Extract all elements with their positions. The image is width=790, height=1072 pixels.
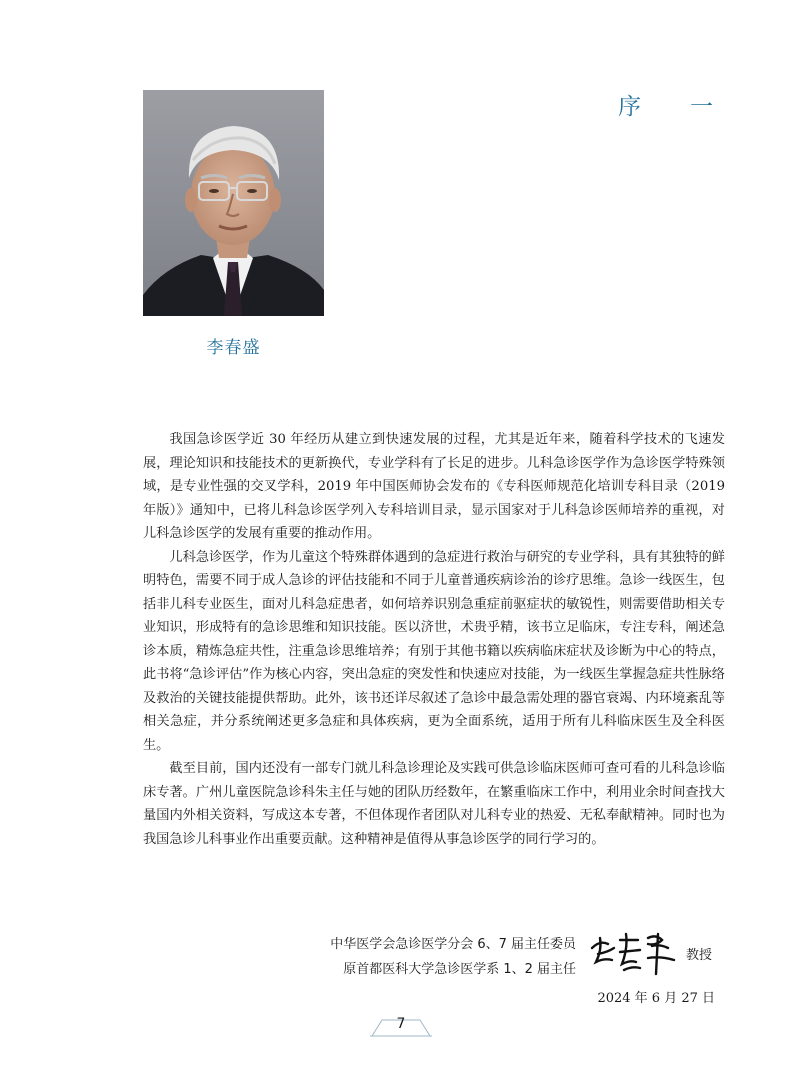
professor-title: 教授 <box>686 948 713 963</box>
page-number-badge <box>368 1012 434 1040</box>
date: 2024 年 6 月 27 日 <box>597 991 715 1006</box>
title-char-2: 一 <box>690 94 714 120</box>
paragraph-3: 截至目前，国内还没有一部专门就儿科急诊理论及实践可供急诊临床医师可查可看的儿科急诊临床专著。广州儿童医院急诊科朱主任与她的团队历经数年，在繁重临床工作中，利用业余时间查找大量国内外相关资料，写成这本专著，不但体现作者团队对儿科专业的热爱、无私奉献精神。同时也为我国急诊儿科事业作出重要贡献。这种精神是值得从事急诊医学的同行学习的。 <box>143 761 725 847</box>
handwritten-signature <box>586 930 682 976</box>
title-char-1: 序 <box>618 94 642 120</box>
signature-block <box>300 930 720 990</box>
affiliation-line-1: 中华医学会急诊医学分会 6、7 届主任委员 <box>330 937 576 952</box>
paragraph-2: 儿科急诊医学，作为儿童这个特殊群体遇到的急症进行救治与研究的专业学科，具有其独特的鲜明特色，需要不同于成人急诊的评估技能和不同于儿童普通疾病诊治的诊疗思维。急诊一线医生，包括非儿科专业医生，面对儿科急症患者，如何培养识别急重症前驱症状的敏锐性，则需要借助相关专业知识，形成特有的急诊思维和知识技能。医以济世，术贵乎精，该书立足临床，专注专科，阐述急诊本质，精炼急症共性，注重急诊思维培养；有别于其他书籍以疾病临床症状及诊断为中心的特点，此书将“急诊评估”作为核心内容，突出急症的突发性和快速应对技能，为一线医生掌握急症共性脉络及救治的关键技能提供帮助。此外，该书还详尽叙述了急诊中最急需处理的器官衰竭、内环境紊乱等相关急症，并分系统阐述更多急症和具体疾病，更为全面系统，适用于所有儿科临床医生及全科医生。 <box>143 549 725 753</box>
preface-body <box>143 428 725 851</box>
preface-title <box>618 88 714 121</box>
paragraph-1: 我国急诊医学近 30 年经历从建立到快速发展的过程，尤其是近年来，随着科学技术的飞速发展，理论知识和技能技术的更新换代，专业学科有了长足的进步。儿科急诊医学作为急诊医学特殊领域，是专业性强的交叉学科，2019 年中国医师协会发布的《专科医师规范化培训专科目录（2019 年版）》通知中，已将儿科急诊医学列入专科培训目录，显示国家对于儿科急诊医师培养的重视，对儿科急诊医学的发展有重要的推动作用。 <box>143 432 725 541</box>
page-number: 7 <box>396 1016 406 1032</box>
author-name: 李春盛 <box>206 338 261 358</box>
author-portrait <box>143 90 324 316</box>
affiliation-line-2: 原首都医科大学急诊医学系 1、2 届主任 <box>343 962 576 977</box>
